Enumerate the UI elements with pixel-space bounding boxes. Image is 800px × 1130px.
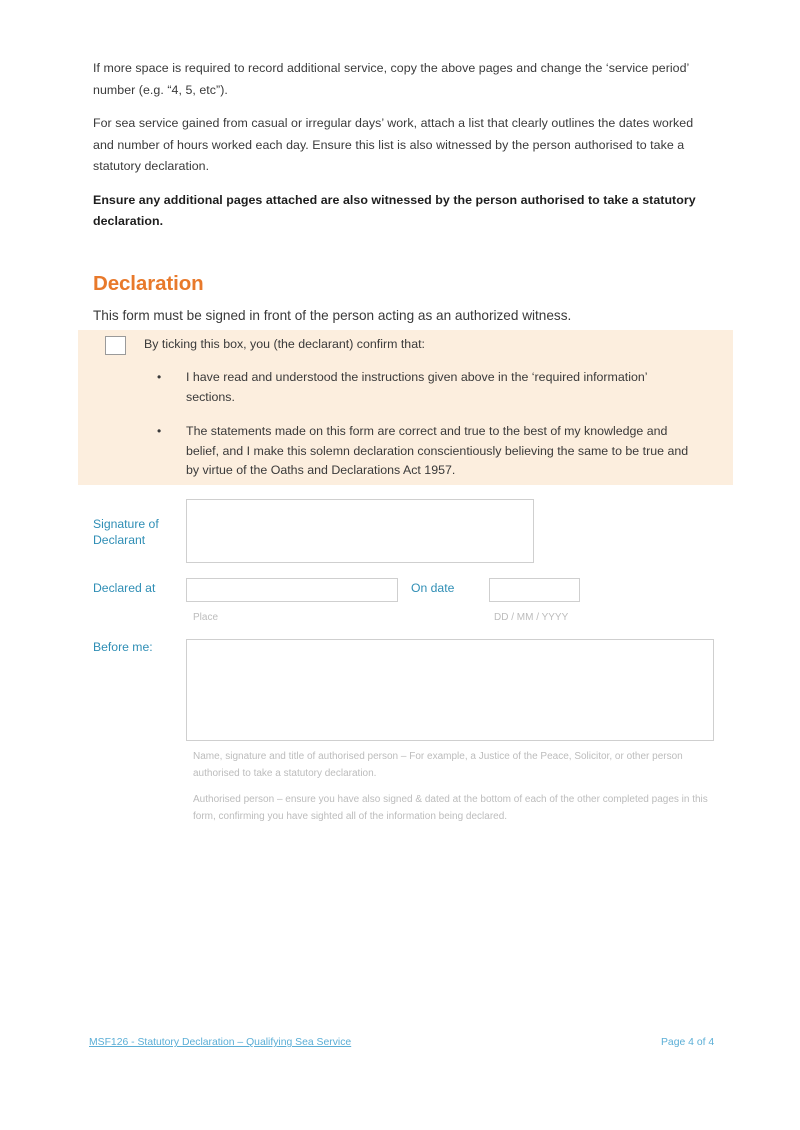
on-date-hint: DD / MM / YYYY (494, 612, 569, 623)
declaration-heading: Declaration (93, 272, 204, 295)
signature-input[interactable] (186, 499, 534, 563)
declared-at-label: Declared at (93, 581, 156, 595)
intro-section (93, 58, 715, 245)
declaration-subheading: This form must be signed in front of the person acting as an authorized witness. (93, 308, 572, 323)
before-me-label: Before me: (93, 640, 153, 654)
declaration-checkbox-label: By ticking this box, you (the declarant) confirm that: (144, 337, 425, 351)
intro-paragraph-2: For sea service gained from casual or irregular days’ work, attach a list that clearly outlines the dates worked and number of hours worked each day. Ensure this list is also witnessed by the person authorised to take a statutory declaration. (93, 116, 694, 173)
before-me-input[interactable] (186, 639, 714, 741)
declared-at-hint: Place (193, 612, 219, 623)
footer-document-link[interactable]: MSF126 - Statutory Declaration – Qualifying Sea Service (89, 1037, 352, 1048)
declaration-bullet-list (153, 368, 698, 496)
declaration-checkbox-row[interactable] (105, 335, 425, 355)
intro-paragraph-3: Ensure any additional pages attached are also witnessed by the person authorised to take a statutory declaration. (93, 192, 696, 228)
declaration-checkbox[interactable] (105, 336, 126, 355)
signature-label: Signature of Declarant (93, 517, 159, 547)
declared-at-input[interactable] (186, 578, 398, 602)
footer-page-number: Page 4 of 4 (661, 1037, 715, 1048)
list-item: • I have read and understood the instructions given above in the ‘required information’ sections. (153, 368, 698, 407)
declaration-confirmation-box (78, 330, 733, 485)
on-date-label: On date (411, 581, 455, 595)
on-date-input[interactable] (489, 578, 580, 602)
before-me-hint-name: Name, signature and title of authorised person – For example, a Justice of the Peace, Solicitor, or other person authorised to take a statutory declaration. (193, 751, 683, 779)
list-item: • The statements made on this form are correct and true to the best of my knowledge and belief, and I make this solemn declaration conscientiously believing the same to be true and by virtue of the Oaths and Declarations Act 1957. (153, 422, 698, 481)
before-me-hint-authorised: Authorised person – ensure you have also signed & dated at the bottom of each of the other completed pages in this form, confirming you have sighted all of the information being declared. (193, 794, 708, 822)
intro-paragraph-1: If more space is required to record additional service, copy the above pages and change the ‘service period’ number (e.g. “4, 5, etc”). (93, 61, 689, 97)
